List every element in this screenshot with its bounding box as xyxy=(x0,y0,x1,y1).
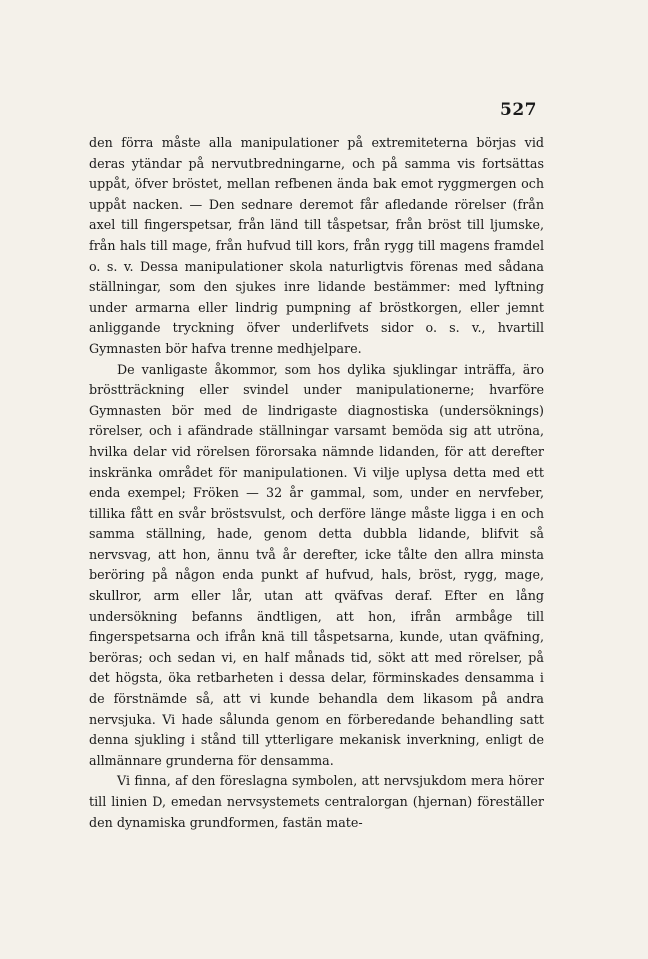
body-text xyxy=(89,133,544,833)
paragraph-case-example: De vanligaste åkommor, som hos dylika sjuklingar inträffa, äro bröstträckning eller svindel under manipulationerne; hvarföre Gymnasten bör med de lindrigaste diagnostiska (undersöknings) rörelser, och i afändrade ställningar varsamt bemöda sig att utröna, hvilka delar vid rörelsen förorsaka nämnde lidanden, för att derefter inskränka området för manipulationen. Vi vilje uplysa detta med ett enda exempel; Fröken — 32 år gammal, som, under en nervfeber, tillika fått en svår bröstsvulst, och derföre länge måste ligga i en och samma ställning, hade, genom detta dubbla lidande, blifvit så nervsvag, att hon, ännu två år derefter, icke tålte den allra minsta beröring på någon enda punkt af hufvud, hals, bröst, rygg, mage, skullror, arm eller lår, utan att qväfvas deraf. Efter en lång undersökning befanns ändtligen, att hon, ifrån armbåge till fingerspetsarna och ifrån knä till tåspetsarna, kunde, utan qväfning, beröras; och sedan vi, en half månads tid, sökt att med rörelser, på det högsta, öka retbarheten i dessa delar, förminskades densamma i de förstnämde så, att vi kunde behandla dem likasom på andra nervsjuka. Vi hade sålunda genom en förberedande behandling satt denna sjukling i stånd till ytterligare mekanisk inverkning, enligt de allmännare grunderna för densamma. xyxy=(89,361,544,768)
paragraph-continued: den förra måste alla manipulationer på extremiteterna börjas vid deras ytändar på nervutbredningarne, och på samma vis fortsättas uppåt, öfver bröstet, mellan refbenen ända bak emot ryggmergen och uppåt nacken. — Den sednare deremot får afledande rörelser (från axel till fingerspetsar, från länd till tåspetsar, från bröst till ljumske, från hals till mage, från hufvud till kors, från rygg till magens framdel o. s. v. Dessa manipulationer skola naturligtvis förenas med sådana ställningar, som den sjukes inre lidande bestämmer: med lyftning under armarna eller lindrig pumpning af bröstkorgen, eller jemnt anliggande tryckning öfver underlifvets sidor o. s. v., hvartill Gymnasten bör hafva trenne medhjelpare. xyxy=(89,135,544,356)
paragraph-symbol: Vi finna, af den föreslagna symbolen, att nervsjukdom mera hörer till linien D, emedan nervsystemets centralorgan (hjernan) föreställer den dynamiska grundformen, fastän mate- xyxy=(89,773,544,830)
page-number: 527 xyxy=(500,100,537,120)
